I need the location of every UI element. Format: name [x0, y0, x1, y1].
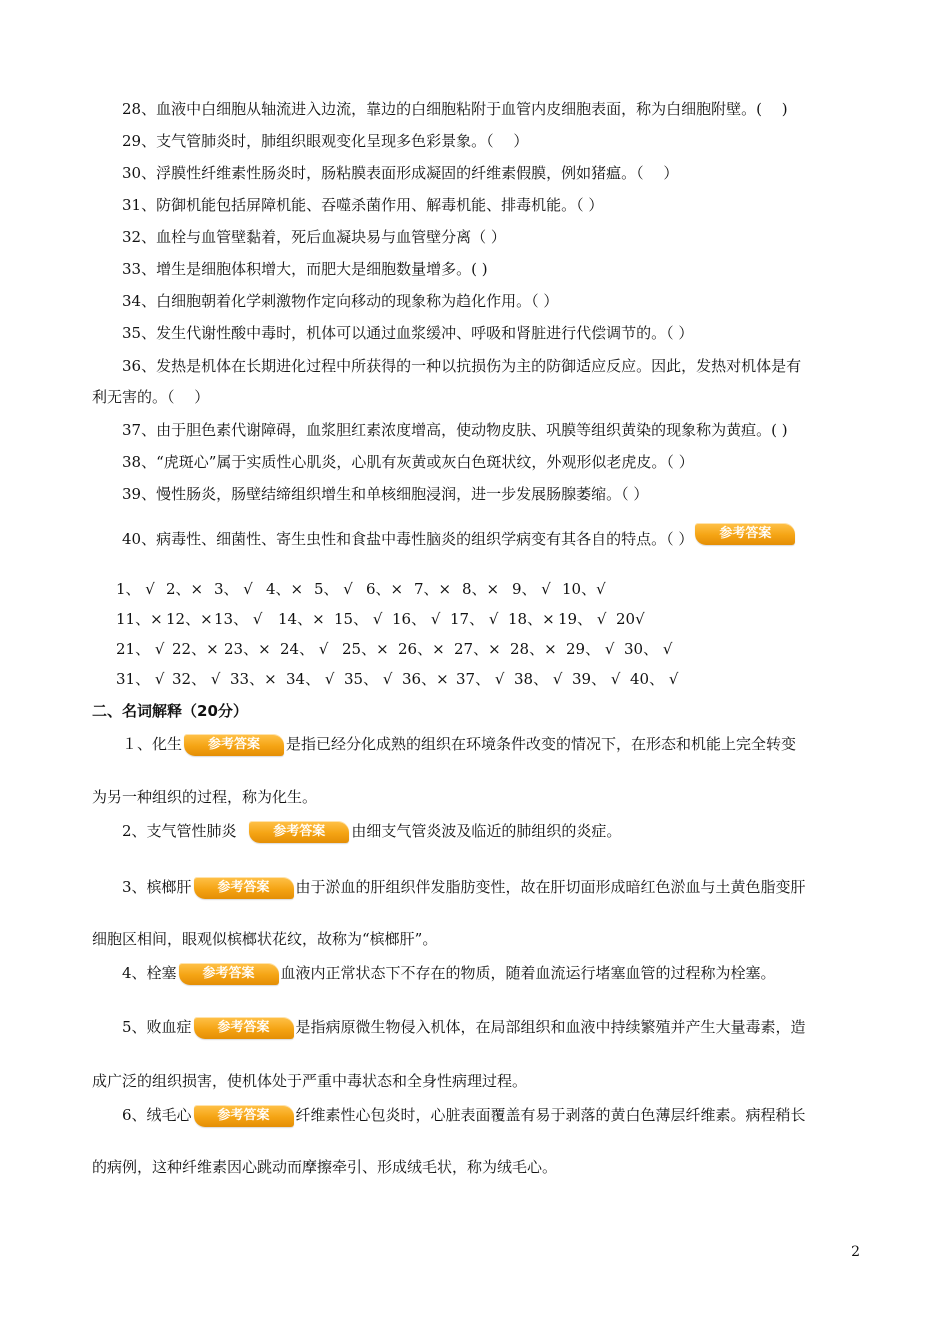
definition-term: 6、绒毛心: [122, 1106, 192, 1124]
reference-answer-button[interactable]: 参考答案: [194, 1105, 294, 1127]
answer-item: 8、×: [462, 580, 500, 598]
answer-item: 35、 √: [344, 670, 393, 688]
question-29: 29、支气管肺炎时，肺组织眼观变化呈现多色彩景象。（ ）: [122, 132, 529, 150]
definition-3-cont: 细胞区相间，眼观似槟榔状花纹，故称为“槟榔肝”。: [92, 930, 438, 948]
answer-item: 21、 √: [116, 640, 165, 658]
question-37: 37、由于胆色素代谢障碍，血浆胆红素浓度增高，使动物皮肤、巩膜等组织黄染的现象称为黄疸。( ): [122, 421, 788, 439]
answer-row-4: [116, 668, 680, 690]
answer-item: 13、 √: [214, 610, 263, 628]
section-heading: 二、名词解释（20分）: [92, 702, 248, 720]
answer-item: 17、 √: [450, 610, 499, 628]
definition-6-cont: 的病例，这种纤维素因心跳动而摩擦牵引、形成绒毛状，称为绒毛心。: [92, 1158, 558, 1176]
answer-item: 19、 √: [558, 610, 607, 628]
definition-5-cont: 成广泛的组织损害，使机体处于严重中毒状态和全身性病理过程。: [92, 1072, 528, 1090]
reference-answer-button[interactable]: 参考答案: [249, 821, 349, 843]
question-34: 34、白细胞朝着化学刺激物作定向移动的现象称为趋化作用。（ ）: [122, 292, 559, 310]
definition-text: 纤维素性心包炎时，心脏表面覆盖有易于剥落的黄白色薄层纤维素。病程稍长: [295, 1106, 806, 1124]
question-38: 38、“虎斑心”属于实质性心肌炎，心肌有灰黄或灰白色斑状纹，外观形似老虎皮。（ ）: [122, 453, 694, 471]
reference-answer-button[interactable]: 参考答案: [184, 734, 284, 756]
answer-row-1: [116, 578, 612, 600]
answer-item: 38、 √: [514, 670, 563, 688]
definition-term: 4、栓塞: [122, 964, 177, 982]
answer-item: 31、 √: [116, 670, 165, 688]
answer-item: 39、 √: [572, 670, 621, 688]
answer-item: 3、 √: [214, 580, 253, 598]
answer-item: 16、 √: [392, 610, 441, 628]
answer-item: 11、×: [116, 610, 163, 628]
question-36: 36、发热是机体在长期进化过程中所获得的一种以抗损伤为主的防御适应反应。因此，发热对机体是有: [122, 357, 802, 375]
definition-2: [122, 820, 621, 843]
definition-text: 是指病原微生物侵入机体，在局部组织和血液中持续繁殖并产生大量毒素，造: [295, 1018, 806, 1036]
question-35: 35、发生代谢性酸中毒时，机体可以通过血浆缓冲、呼吸和肾脏进行代偿调节的。（ ）: [122, 324, 694, 342]
answer-item: 28、×: [510, 640, 557, 658]
answer-item: 6、×: [366, 580, 404, 598]
question-39: 39、慢性肠炎，肠壁结缔组织增生和单核细胞浸润，进一步发展肠腺萎缩。（ ）: [122, 485, 649, 503]
definition-text: 由细支气管炎波及临近的肺组织的炎症。: [351, 822, 622, 840]
answer-item: 34、 √: [286, 670, 335, 688]
question-32: 32、血栓与血管壁黏着，死后血凝块易与血管壁分离（ ）: [122, 228, 506, 246]
answer-item: 14、×: [278, 610, 325, 628]
reference-answer-button[interactable]: 参考答案: [194, 1017, 294, 1039]
definition-text: 血液内正常状态下不存在的物质，随着血流运行堵塞血管的过程称为栓塞。: [280, 964, 776, 982]
answer-item: 37、 √: [456, 670, 505, 688]
answer-item: 20√: [616, 610, 645, 628]
question-28: 28、血液中白细胞从轴流进入边流，靠边的白细胞粘附于血管内皮细胞表面，称为白细胞附壁。( ): [122, 100, 788, 118]
definition-1-cont: 为另一种组织的过程，称为化生。: [92, 788, 318, 806]
question-36-cont: 利无害的。（ ）: [92, 388, 210, 406]
answer-item: 24、 √: [280, 640, 329, 658]
answer-item: 22、×: [172, 640, 219, 658]
definition-text: 是指已经分化成熟的组织在环境条件改变的情况下，在形态和机能上完全转变: [286, 735, 797, 753]
answer-item: 4、×: [266, 580, 304, 598]
answer-row-2: [116, 608, 666, 630]
answer-item: 36、×: [402, 670, 449, 688]
definition-term: 2、支气管性肺炎: [122, 822, 242, 840]
definition-6: [122, 1104, 806, 1127]
page-number: 2: [851, 1244, 860, 1260]
answer-item: 2、×: [166, 580, 204, 598]
definition-1: [122, 733, 796, 756]
question-40-text: 40、病毒性、细菌性、寄生虫性和食盐中毒性脑炎的组织学病变有其各自的特点。（ ）: [122, 530, 694, 548]
question-31: 31、防御机能包括屏障机能、吞噬杀菌作用、解毒机能、排毒机能。（ ）: [122, 196, 604, 214]
reference-answer-button[interactable]: 参考答案: [179, 963, 279, 985]
question-33: 33、增生是细胞体积增大，而肥大是细胞数量增多。( ): [122, 260, 488, 278]
answer-item: 33、×: [230, 670, 277, 688]
definition-3: [122, 876, 806, 899]
answer-item: 7、×: [414, 580, 452, 598]
definition-term: １、化生: [122, 735, 183, 753]
answer-item: 18、×: [508, 610, 555, 628]
answer-item: 9、 √: [512, 580, 551, 598]
question-40: [122, 528, 797, 551]
answer-item: 26、×: [398, 640, 445, 658]
definition-4: [122, 962, 776, 985]
definition-term: 3、槟榔肝: [122, 878, 192, 896]
definition-5: [122, 1016, 806, 1039]
definition-text: 由于淤血的肝组织伴发脂肪变性，故在肝切面形成暗红色淤血与土黄色脂变肝: [295, 878, 806, 896]
answer-item: 29、 √: [566, 640, 615, 658]
answer-item: 25、×: [342, 640, 389, 658]
definition-term: 5、败血症: [122, 1018, 192, 1036]
answer-item: 5、 √: [314, 580, 353, 598]
answer-row-3: [116, 638, 674, 660]
answer-item: 15、 √: [334, 610, 383, 628]
answer-item: 12、×: [166, 610, 213, 628]
reference-answer-button[interactable]: 参考答案: [194, 877, 294, 899]
answer-item: 30、 √: [624, 640, 673, 658]
answer-item: 10、√: [562, 580, 606, 598]
answer-item: 1、 √: [116, 580, 155, 598]
reference-answer-button[interactable]: 参考答案: [695, 523, 795, 545]
question-30: 30、浮膜性纤维素性肠炎时，肠粘膜表面形成凝固的纤维素假膜，例如猪瘟。（ ）: [122, 164, 679, 182]
answer-item: 27、×: [454, 640, 501, 658]
answer-item: 32、 √: [172, 670, 221, 688]
answer-item: 23、×: [224, 640, 271, 658]
answer-item: 40、 √: [630, 670, 679, 688]
